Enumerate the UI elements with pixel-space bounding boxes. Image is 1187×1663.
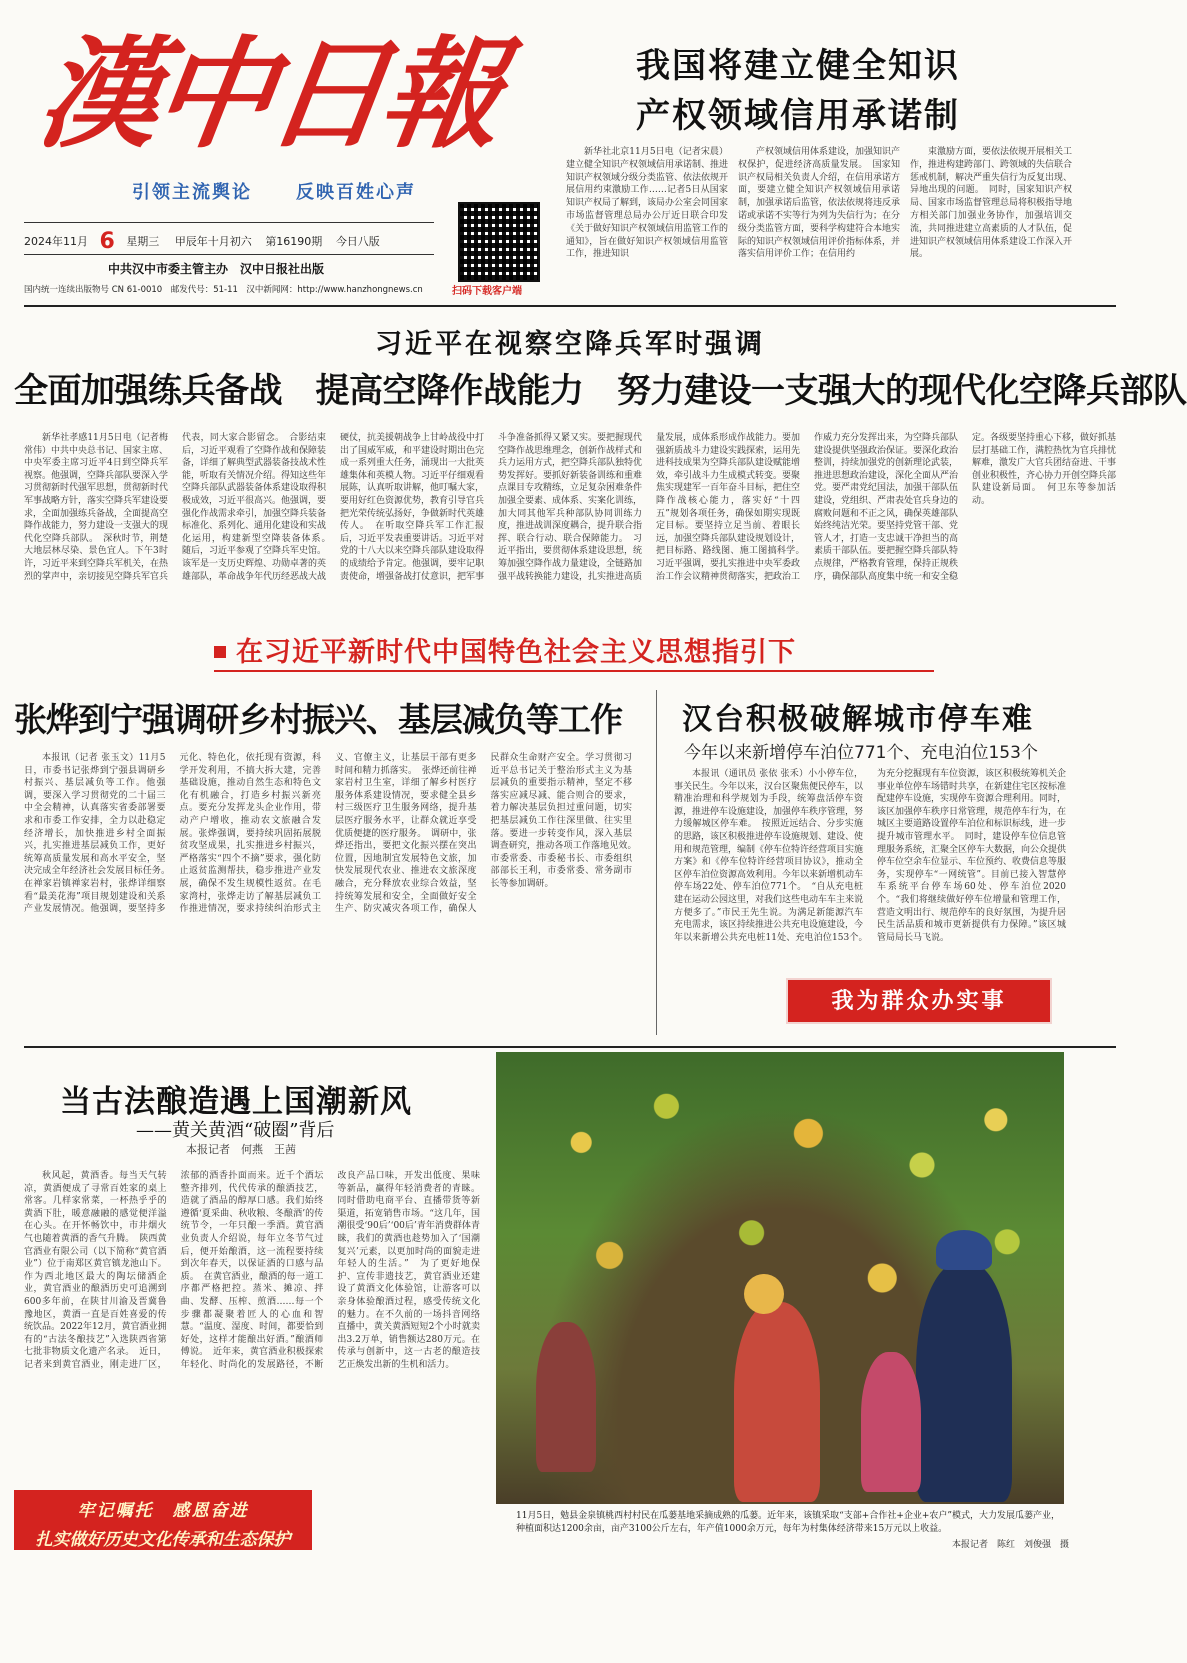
publisher-line: 中共汉中市委主管主办 汉中日报社出版	[108, 262, 325, 276]
wine-subhead: ——黄关黄酒“破圈”背后	[136, 1120, 335, 1141]
wine-footer-line1: 牢记嘱托 感恩奋进	[77, 1501, 249, 1521]
top-story-title-1: 我国将建立健全知识	[636, 46, 960, 86]
banner-left-rule	[214, 646, 226, 658]
photo-figure	[916, 1262, 1012, 1502]
issue-number: 第16190期	[265, 235, 323, 248]
service-badge	[786, 978, 1052, 1024]
melon-harvest-photo	[496, 1052, 1064, 1504]
lead-kicker: 习近平在视察空降兵军时强调	[375, 329, 765, 360]
lead-body: 新华社孝感11月5日电（记者梅常伟）中共中央总书记、国家主席、中央军委主席习近平4日到空降兵军视察。他强调，空降兵部队要深入学习贯彻新时代强军思想，贯彻新时代军事战略方针，落实空降兵军建设要求，全面加强练兵备战，全面提高空降作战能力，努力建设一支强大的现代化空降兵部队。 深秋时节，荆楚大地层林尽染、景色宜人。下午3时许，习近平来到空降兵军机关，在热烈的掌声中，亲切接见空降兵军官兵代表，同大家合影留念。 合影结束后，习近平观看了空降作战和保障装备，详细了解典型武器装备技战术性能，听取有关情况介绍。得知这些年空降兵部队武器装备体系建设取得积极成效，习近平很高兴。他强调，要强化作战需求牵引，加强空降兵装备标准化、系列化、通用化建设和实战化运用，构建新型空降装备体系。 随后，习近平参观了空降兵军史馆。该军是一支历史辉煌、功勋卓著的英雄部队，革命战争年代历经恶战大战硬仗，抗美援朝战争上甘岭战役中打出了国威军威，和平建设时期出色完成一系列重大任务，涌现出一大批英雄集体和英模人物。习近平仔细观看展陈，认真听取讲解，他叮嘱大家，要用好红色资源优势，教育引导官兵把光荣传统弘扬好，争做新时代英雄传人。 在听取空降兵军工作汇报后，习近平发表重要讲话。习近平对党的十八大以来空降兵部队建设取得的成绩给予肯定。他强调，要牢记职责使命，增强备战打仗意识，把军事斗争准备抓得又紧又实。要把握现代空降作战思维理念，创新作战样式和兵力运用方式，把空降兵部队独特优势发挥好。要抓好新装备训练和重难点课目专攻精练，立足复杂困难条件加强全要素、成体系、实案化训练，加大同其他军兵种部队协同训练力度，推进战训深度耦合，提升联合指挥、联合行动、联合保障能力。 习近平指出，要贯彻体系建设思想，统筹加强空降作战力量建设，全链路加强平战转换能力建设，扎实推进高质量发展，成体系形成作战能力。要加强新质战斗力建设实践探索，运用先进科技成果为空降兵部队建设赋能增效，牵引战斗力生成模式转变。要聚焦实现建军一百年奋斗目标，把住空降作战核心能力，落实好“十四五”规划各项任务，确保如期实现既定目标。要坚持立足当前、着眼长远，加强空降兵部队建设规划设计，把目标路、路线图、施工图搞科学。 习近平强调，要扎实推进中央军委政治工作会议精神贯彻落实，把政治工作威力充分发挥出来，为空降兵部队建设提供坚强政治保证。要深化政治整训，持续加强党的创新理论武装，推进思想政治建设，深化全面从严治党。要严肃党纪国法，加强干部队伍建设，党组织、严肃表处官兵身边的腐败问题和不正之风，确保英雄部队始终纯洁光荣。要坚持党管干部、党管人才，打造一支忠诚干净担当的高素质干部队伍。要把握空降兵部队特点规律，严格教育管理，保持正规秩序，确保部队高度集中统一和安全稳定。各级要坚持重心下移，做好抓基层打基础工作，满腔热忱为官兵排忧解难，激发广大官兵团结奋进、干事创业积极性，齐心协力开创空降兵部队建设新局面。 何卫东等参加活动。	[24, 433, 1117, 582]
wine-body: 秋风起，黄酒香。每当天气转凉，黄酒便成了寻常百姓家的桌上常客。几样家常菜，一杯热乎乎的黄酒下肚，暖意融融的感觉便洋溢在心头。在开怀畅饮中，市井烟火气也随着黄酒的香气升腾。 陕西黄官酒业有限公司（以下简称“黄官酒业”）位于南郑区黄官镇龙池山下。作为西北地区最大的陶坛储酒企业，黄官酒业的酿酒历史可追溯到600多年前，在陕甘川渝及晋冀鲁豫地区，黄酒一直是百姓喜爱的传统饮品。2022年12月，黄官酒业拥有的“古法冬酿技艺”入选陕西省第七批非物质文化遗产名录。 近日，记者来到黄官酒业，刚走进厂区，浓郁的酒香扑面而来。近千个酒坛整齐排列，代代传承的酿酒技艺，造就了酒品的醇厚口感。我们始终遵循‘夏采曲、秋收粮、冬酿酒’的传统节令，一年只酿一季酒。黄官酒业负责人介绍说，每年立冬节气过后，便开始酿酒，这一流程要持续到次年春天，以保证酒的口感与品质。 在黄官酒业，酿酒的每一道工序都严格把控。蒸米、摊凉、拌曲、发酵、压榨、煎酒……每一个步骤都凝聚着匠人的心血和智慧。“温度、湿度、时间，都要恰到好处，这样才能酿出好酒。”酿酒师傅说。 近年来，黄官酒业积极探索年轻化、时尚化的发展路径，不断改良产品口味，开发出低度、果味等新品，赢得年轻消费者的青睐。同时借助电商平台、直播带货等新渠道，拓宽销售市场。“这几年，国潮很受‘90后’‘00后’青年消费群体青睐，我们的黄酒也趁势加入了‘国潮复兴’元素，以更加时尚的面貌走进年轻人的生活。” 为了更好地保护、宣传非遗技艺，黄官酒业还建设了黄酒文化体验馆，让游客可以亲身体验酿酒过程，感受传统文化的魅力。在不久前的一场抖音网络直播中，黄关黄酒短短2个小时就卖出3.2万单，销售额达280万元。在传承与创新中，这一古老的酿造技艺正焕发出新的生机和活力。	[24, 1171, 480, 1370]
parking-body: 本报讯（通讯员 张依 张禾）小小停车位，事关民生。今年以来，汉台区聚焦便民停车，以精准治理和科学规划为手段，统筹盘活停车资源，推进停车设施建设，加强停车秩序管理，努力缓解城区停车难。 按照近远结合、分步实施的思路，该区积极推进停车设施规划、建设、使用和规范管理，编制《停车位特许经营项目实施方案》和《停车位特许经营项目协议》，推动全区停车泊位资源高效利用。今年以来新增机动车停车场22处、停车泊位771个。 “自从充电桩建在运动公园这里，对我们这些电动车车主来说方便多了。”市民王先生说。为满足新能源汽车充电需求，该区持续推进公共充电设施建设，今年以来新增公共充电桩11处、充电泊位153个。 为充分挖掘现有车位资源，该区积极统筹机关企事业单位停车场错时共享，在新建住宅区按标准配建停车设施，实现停车资源合理利用。同时，该区加强停车秩序日常管理，规范停车行为，在城区主要道路设置停车泊位和标识标线，进一步提升城市管理水平。 同时，建设停车位信息管理服务系统，汇聚全区停车大数据，向公众提供停车位空余车位显示、车位预约、收费信息等服务，实现停车“一网统管”。目前已接入智慧停车系统平台停车场60处、停车泊位2020个。“我们将继续做好停车位增量和管理工作，营造文明出行、规范停车的良好氛围，为提升居民生活品质和城市更新提供有力保障。”该区城管局局长马飞说。	[674, 769, 1067, 943]
slogan-left: 引领主流舆论	[132, 182, 252, 203]
weekday: 星期三	[126, 235, 160, 248]
wine-footer-banner	[14, 1490, 312, 1550]
masthead-logo: 漢中日報	[30, 24, 506, 165]
photo-figure	[744, 1274, 784, 1314]
top-story-col-1: 新华社北京11月5日电（记者宋晨）建立健全知识产权领域信用承诺制、推进知识产权领域分级分类监管、依法依规开展信用约束激励工作……记者5日从国家知识产权局了解到，该局办公室会同国家市场监督管理总局办公厅近日联合印发《关于做好知识产权领域信用监管工作的通知》，旨在做好知识产权领域信用监管工作，推进知识	[566, 147, 729, 260]
zhang-headline: 张烨到宁强调研乡村振兴、基层减负等工作	[14, 700, 622, 739]
parking-subhead: 今年以来新增停车泊位771个、充电泊位153个	[684, 743, 1038, 763]
photo-credit: 本报记者 陈红 刘俊强 摄	[952, 1537, 1069, 1550]
photo-figure	[536, 1322, 596, 1472]
theme-banner: 在习近平新时代中国特色社会主义思想指引下	[236, 637, 796, 668]
photo-figure	[861, 1352, 921, 1492]
lead-headline: 全面加强练兵备战 提高空降作战能力 努力建设一支强大的现代化空降兵部队	[14, 371, 1187, 411]
day-number: 6	[99, 229, 115, 254]
publication-info: 国内统一连续出版物号 CN 61-0010 邮发代号：51-11 汉中新闻网：http://www.hanzhongnews.cn	[24, 285, 423, 295]
photo-figure	[734, 1302, 820, 1502]
wine-footer-line2: 扎实做好历史文化传承和生态保护	[35, 1530, 291, 1550]
qr-caption: 扫码下载客户端	[452, 286, 522, 297]
qr-code[interactable]	[458, 202, 540, 282]
top-story-title-2: 产权领域信用承诺制	[636, 96, 960, 136]
zhang-body: 本报讯（记者 张玉文）11月5日，市委书记张烨到宁强县调研乡村振兴、基层减负等工作。他强调，要深入学习贯彻党的二十届三中全会精神，认真落实省委部署要求和市委工作安排，全力以赴稳定经济增长，加快推进乡村全面振兴，扎实推进基层减负工作，更好统筹高质量发展和高水平安全，坚决完成全年经济社会发展目标任务。 在禅家岩镇禅家岩村，张烨详细察看“最美花海”项目规划建设和关系产业发展情况。他强调，要坚持多元化、特色化，依托现有资源，科学开发利用，不搞大拆大建，完善基础设施，推动自然生态和特色文化有机融合，打造乡村振兴新亮点。要充分发挥龙头企业作用，带动产户增收，推动农文旅融合发展。张烨强调，要持续巩固拓展脱贫攻坚成果，扎实推进乡村振兴，严格落实“四个不摘”要求，强化防止返贫监测帮扶，稳步推进产业发展，确保不发生规模性返贫。在毛家湾村，张烨走访了解基层减负工作推进情况，要求持续纠治形式主义、官僚主义，让基层干部有更多时间和精力抓落实。 张烨还前往禅家岩村卫生室，详细了解乡村医疗服务体系建设情况，要求健全县乡村三级医疗卫生服务网络，提升基层医疗服务水平，让群众就近享受优质便捷的医疗服务。 调研中，张烨还指出，要把文化振兴摆在突出位置，因地制宜发展特色文旅，加快发展现代农业、推进农文旅深度融合，充分释放农业综合效益，坚持统筹发展和安全，全面做好安全生产、防灾减灾各项工作，确保人民群众生命财产安全。学习贯彻习近平总书记关于整治形式主义为基层减负的重要指示精神，坚定不移落实应减尽减、能合则合的要求，着力解决基层负担过重问题，切实把基层减负工作往深里做、往实里落。要进一步转变作风，深入基层调查研究，推动各项工作落地见效。 市委常委、市委秘书长、市委组织部部长王利，市委常委、常务副市长等参加调研。	[24, 753, 642, 915]
dateline	[24, 226, 434, 254]
page-count: 今日八版	[335, 235, 380, 248]
date: 2024年11月	[24, 235, 88, 248]
parking-headline: 汉台积极破解城市停车难	[682, 702, 1034, 737]
wine-byline: 本报记者 何燕 王茜	[186, 1143, 296, 1156]
photo-figure	[936, 1230, 992, 1270]
wine-headline: 当古法酿造遇上国潮新风	[60, 1084, 412, 1120]
top-story-col-2: 产权领域信用体系建设，加强知识产权保护，促进经济高质量发展。 国家知识产权局相关负责人介绍，在信用承诺方面，要建立健全知识产权领域信用承诺制，加强承诺后监管，依法依规将违反承诺或承诺不实等行为列为失信行为；在分级分类监管方面，要科学构建符合本地实际的知识产权领域信用评价指标体系，并落实信用评价工作；在信用约	[738, 147, 901, 260]
photo-caption: 11月5日，勉县金泉镇桃西村村民在瓜蒌基地采摘成熟的瓜蒌。近年来，该镇采取“支部+合作社+企业+农户”模式，大力发展瓜蒌产业，种植面积达1200余亩，亩产3100公斤左右，年产值1000余万元，每年为村集体经济带来15万元以上收益。	[516, 1511, 1061, 1534]
service-badge-text: 我为群众办实事	[831, 988, 1007, 1014]
lunar-date: 甲辰年十月初六	[174, 235, 252, 248]
slogan-right: 反映百姓心声	[296, 182, 416, 203]
top-story-col-3: 束激励方面，要依法依规开展相关工作，推进构建跨部门、跨领域的失信联合惩戒机制，解决严重失信行为反复出现、异地出现的问题。 同时，国家知识产权局、国家市场监督管理总局将积极指导地方相关部门加强业务协作，加强培训交流，共同推进建立高素质的人才队伍，促进知识产权领域信用体系建设工作深入开展。	[910, 147, 1073, 260]
